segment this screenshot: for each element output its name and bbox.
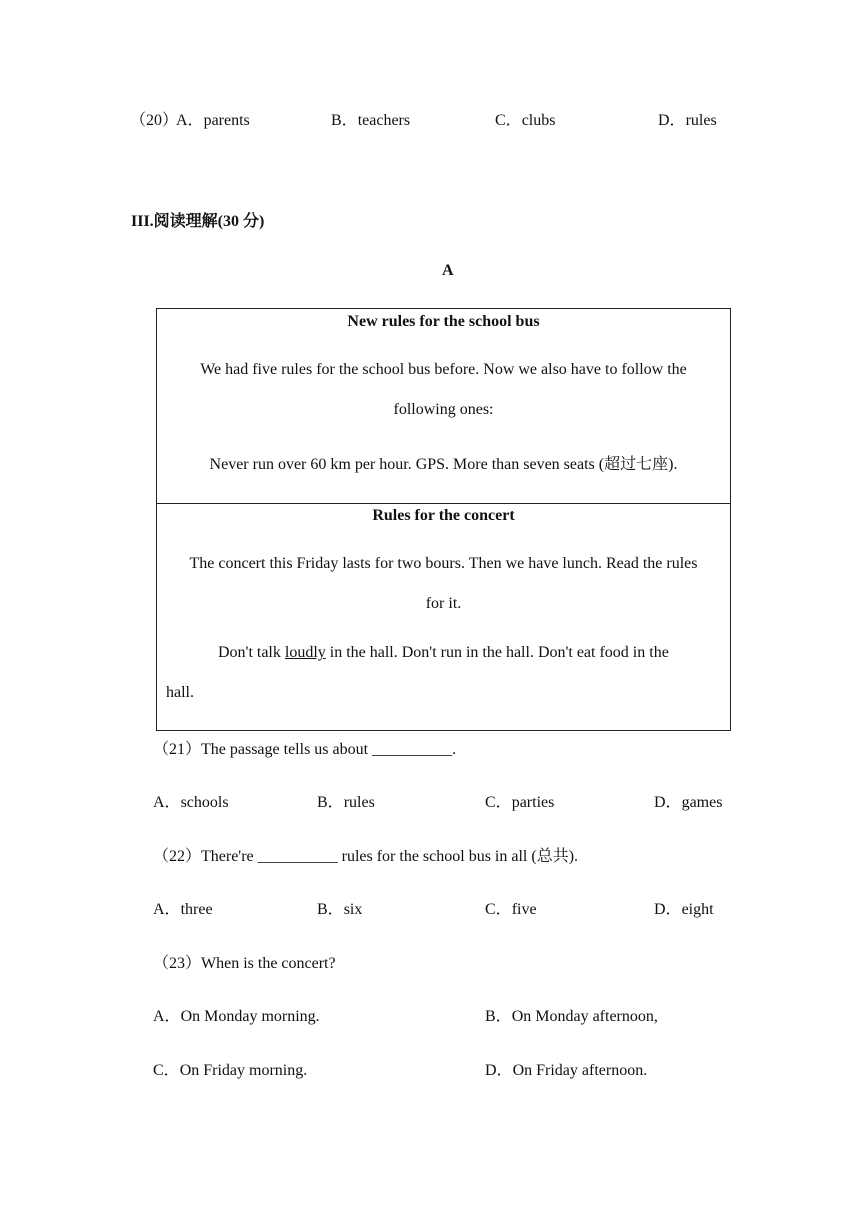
q20-option-a: A．parents	[176, 112, 250, 129]
q21-option-a: A．schools	[153, 794, 229, 811]
bus-rules-line-1: We had five rules for the school bus before. Now we also have to follow the	[200, 361, 687, 378]
passage-box	[156, 308, 731, 731]
q21-option-d: D．games	[654, 794, 723, 811]
q21-option-b: B．rules	[317, 794, 375, 811]
q23-option-b: B．On Monday afternoon,	[485, 1008, 658, 1025]
q22-option-a: A．three	[153, 901, 213, 918]
question-23-stem: （23）When is the concert?	[153, 955, 336, 972]
q22-option-c: C．five	[485, 901, 537, 918]
q21-option-c: C．parties	[485, 794, 555, 811]
passage-label: A	[442, 262, 454, 279]
concert-rules-line-4: hall.	[166, 684, 194, 701]
concert-rules-heading: Rules for the concert	[372, 507, 515, 524]
q22-option-b: B．six	[317, 901, 363, 918]
q23-option-c: C．On Friday morning.	[153, 1062, 308, 1079]
question-22-stem: （22）There're __________ rules for the school bus in all (总共).	[153, 848, 579, 865]
q23-option-a: A．On Monday morning.	[153, 1008, 320, 1025]
q20-option-b: B．teachers	[331, 112, 411, 129]
bus-rules-heading: New rules for the school bus	[347, 313, 540, 330]
q23-option-d: D．On Friday afternoon.	[485, 1062, 648, 1079]
q20-option-c: C．clubs	[495, 112, 556, 129]
concert-rules-line-2: for it.	[425, 595, 462, 612]
section-divider	[157, 503, 730, 504]
bus-rules-line-2: following ones:	[393, 401, 494, 418]
question-21-stem: （21）The passage tells us about __________.	[153, 741, 457, 758]
concert-rules-line-1: The concert this Friday lasts for two bours. Then we have lunch. Read the rules	[189, 555, 698, 572]
q20-option-d: D．rules	[658, 112, 717, 129]
q22-option-d: D．eight	[654, 901, 714, 918]
underlined-word: loudly	[284, 644, 326, 661]
concert-rules-line-3: Don't talk loudly in the hall. Don't run in the hall. Don't eat food in the	[218, 644, 669, 661]
question-20-number: （20）	[130, 112, 179, 129]
bus-rules-line-3: Never run over 60 km per hour. GPS. More than seven seats (超过七座).	[209, 456, 678, 473]
section-title: III.阅读理解(30 分)	[131, 213, 265, 230]
